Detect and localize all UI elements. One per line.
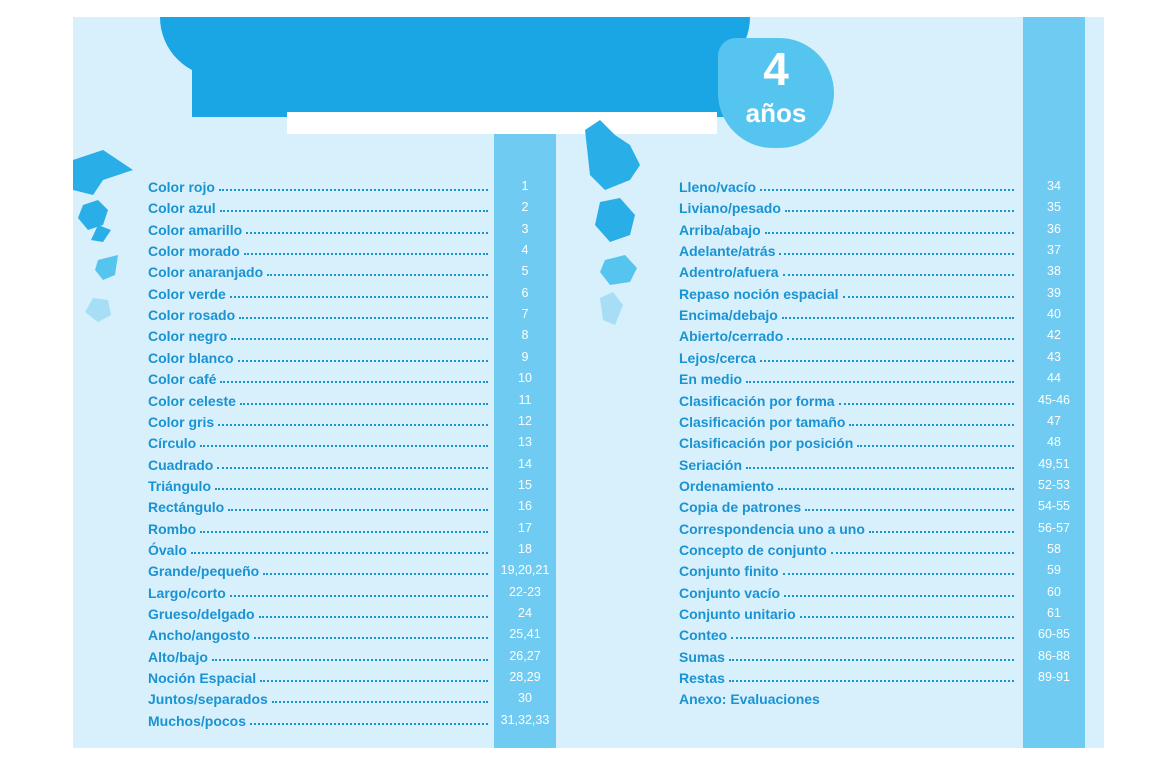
index-entry-label: Lleno/vacío bbox=[679, 179, 757, 195]
index-entry-page-number: 60-85 bbox=[1038, 627, 1070, 642]
index-entry bbox=[148, 389, 492, 409]
index-entry-label: Color celeste bbox=[148, 392, 236, 409]
dot-leader bbox=[746, 467, 1014, 469]
dot-leader bbox=[231, 338, 488, 340]
index-entry bbox=[148, 282, 492, 302]
dot-leader bbox=[783, 274, 1014, 276]
age-number: 4 bbox=[763, 43, 789, 95]
dot-leader bbox=[246, 232, 488, 234]
index-entry-page-number: 47 bbox=[1047, 413, 1061, 428]
index-entry bbox=[679, 602, 1018, 622]
index-entry-page-number: 44 bbox=[1047, 371, 1061, 386]
index-entry-page-number: 39 bbox=[1047, 285, 1061, 300]
dot-leader bbox=[260, 680, 488, 682]
decorative-stars-left-icon bbox=[73, 150, 143, 330]
dot-leader bbox=[259, 616, 488, 618]
index-entry-page-number: 89-91 bbox=[1038, 670, 1070, 685]
decorative-stars-center-icon bbox=[585, 120, 655, 335]
index-entry-label: Lejos/cerca bbox=[679, 349, 757, 366]
index-entry-page-number: 25,41 bbox=[509, 627, 541, 642]
index-entry bbox=[148, 260, 492, 280]
index-entry-label: Clasificación por posición bbox=[679, 435, 854, 452]
index-entry bbox=[148, 581, 492, 601]
dot-leader bbox=[765, 232, 1014, 234]
index-entry bbox=[148, 474, 492, 494]
index-entry bbox=[679, 666, 1018, 686]
index-entry-page-number: 3 bbox=[521, 221, 529, 236]
index-entry-page-number: 15 bbox=[518, 477, 532, 492]
index-entry bbox=[679, 623, 1018, 643]
dot-leader bbox=[267, 274, 488, 276]
dot-leader bbox=[849, 424, 1014, 426]
index-entry-label: Clasificación por forma bbox=[679, 392, 835, 409]
index-entry bbox=[148, 239, 492, 259]
index-entry bbox=[679, 474, 1018, 494]
dot-leader bbox=[779, 253, 1014, 255]
title-banner bbox=[192, 17, 732, 117]
index-entry-label: Color café bbox=[148, 371, 217, 388]
dot-leader bbox=[729, 659, 1014, 661]
index-entry bbox=[679, 239, 1018, 259]
dot-leader bbox=[831, 552, 1014, 554]
dot-leader bbox=[731, 637, 1014, 639]
dot-leader bbox=[760, 360, 1014, 362]
index-entry-page-number: 35 bbox=[1047, 200, 1061, 215]
index-entry-page-number: 37 bbox=[1047, 243, 1061, 258]
dot-leader bbox=[239, 317, 488, 319]
dot-leader bbox=[787, 338, 1014, 340]
index-entry-label: Conteo bbox=[679, 627, 728, 644]
index-entry bbox=[679, 645, 1018, 665]
index-entry-label: Arriba/abajo bbox=[679, 221, 761, 238]
dot-leader bbox=[263, 573, 488, 575]
index-entry-label: Liviano/pesado bbox=[679, 200, 781, 217]
index-entry bbox=[148, 410, 492, 430]
age-word: años bbox=[745, 98, 807, 128]
index-entry-page-number: 7 bbox=[521, 307, 529, 322]
dot-leader bbox=[839, 403, 1014, 405]
index-entry bbox=[148, 517, 492, 537]
index-entry-label: Adentro/afuera bbox=[679, 264, 779, 281]
index-entry-label: Color gris bbox=[148, 413, 215, 430]
index-entry-page-number: 4 bbox=[521, 243, 529, 258]
index-entry-label: Color rojo bbox=[148, 179, 215, 195]
dot-leader bbox=[212, 659, 488, 661]
dot-leader bbox=[220, 210, 488, 212]
index-entry bbox=[679, 581, 1018, 601]
index-entry-page-number: 17 bbox=[518, 520, 532, 535]
index-entry-page-number: 56-57 bbox=[1038, 520, 1070, 535]
dot-leader bbox=[784, 595, 1014, 597]
index-entry-label: Copia de patrones bbox=[679, 499, 802, 516]
index-entry bbox=[148, 346, 492, 366]
index-entry-label: Juntos/separados bbox=[148, 691, 268, 708]
dot-leader bbox=[782, 317, 1014, 319]
dot-leader bbox=[200, 445, 488, 447]
index-entry-label: Color anaranjado bbox=[148, 264, 264, 281]
index-entry-label: Ordenamiento bbox=[679, 477, 774, 494]
index-entry-page-number: 6 bbox=[521, 285, 529, 300]
index-entry-page-number: 52-53 bbox=[1038, 477, 1070, 492]
index-entry bbox=[148, 645, 492, 665]
index-entry bbox=[679, 196, 1018, 216]
index-entry-page-number: 28,29 bbox=[509, 670, 541, 685]
index-entry-label: Color blanco bbox=[148, 349, 234, 366]
dot-leader bbox=[244, 253, 488, 255]
dot-leader bbox=[191, 552, 488, 554]
index-entry-label: Sumas bbox=[679, 648, 725, 665]
index-entry bbox=[148, 324, 492, 344]
dot-leader bbox=[272, 701, 488, 703]
index-entry-label: Círculo bbox=[148, 435, 197, 452]
index-entry-label: Color rosado bbox=[148, 307, 236, 324]
index-entry bbox=[148, 538, 492, 558]
index-entry bbox=[679, 517, 1018, 537]
dot-leader bbox=[220, 381, 488, 383]
index-entry-label: Color verde bbox=[148, 285, 226, 302]
index-entry-page-number: 42 bbox=[1047, 328, 1061, 343]
index-entry bbox=[679, 538, 1018, 558]
index-entry-label: Grande/pequeño bbox=[148, 563, 260, 580]
dot-leader bbox=[869, 531, 1014, 533]
index-entry bbox=[679, 346, 1018, 366]
index-entry-label: Rombo bbox=[148, 520, 197, 537]
dot-leader bbox=[250, 723, 488, 725]
index-entry-page-number: 60 bbox=[1047, 584, 1061, 599]
index-entry bbox=[148, 495, 492, 515]
index-entry bbox=[148, 559, 492, 579]
index-entry-label: Conjunto vacío bbox=[679, 584, 781, 601]
index-entry-label: Rectángulo bbox=[148, 499, 225, 516]
index-entry bbox=[148, 367, 492, 387]
index-entry-page-number: 13 bbox=[518, 435, 532, 450]
index-entry bbox=[148, 709, 492, 729]
index-entry-label: Cuadrado bbox=[148, 456, 214, 473]
index-entry-page-number: 40 bbox=[1047, 307, 1061, 322]
dot-leader bbox=[217, 467, 488, 469]
index-entry bbox=[679, 367, 1018, 387]
index-entry-label: Conjunto finito bbox=[679, 563, 779, 580]
index-entry-page-number: 49,51 bbox=[1038, 456, 1070, 471]
index-entry bbox=[679, 410, 1018, 430]
index-entry-label: Restas bbox=[679, 670, 725, 687]
index-entry bbox=[679, 389, 1018, 409]
index-entry-label: Muchos/pocos bbox=[148, 712, 247, 729]
index-entry-page-number: 14 bbox=[518, 456, 532, 471]
index-entry-label: Encima/debajo bbox=[679, 307, 778, 324]
index-entry-page-number: 18 bbox=[518, 541, 532, 556]
index-entry-label: Color negro bbox=[148, 328, 228, 345]
index-entry-label: Noción Espacial bbox=[148, 670, 257, 687]
index-entry-page-number: 9 bbox=[521, 349, 529, 364]
index-entry-label: Clasificación por tamaño bbox=[679, 413, 846, 430]
index-entry bbox=[679, 431, 1018, 451]
index-entry-label: En medio bbox=[679, 371, 743, 388]
index-entry bbox=[148, 602, 492, 622]
index-entry-page-number: 58 bbox=[1047, 541, 1061, 556]
index-entry-page-number: 1 bbox=[521, 179, 529, 193]
index-entry-page-number: 86-88 bbox=[1038, 648, 1070, 663]
index-entry-page-number: 12 bbox=[518, 413, 532, 428]
index-entry-label: Concepto de conjunto bbox=[679, 541, 827, 558]
index-entry-label: Color azul bbox=[148, 200, 216, 217]
dot-leader bbox=[254, 637, 488, 639]
dot-leader bbox=[857, 445, 1014, 447]
index-entry-page-number: 36 bbox=[1047, 221, 1061, 236]
index-entry bbox=[148, 623, 492, 643]
index-entry-label: Correspondencia uno a uno bbox=[679, 520, 865, 537]
index-entry-label: Seriación bbox=[679, 456, 743, 473]
index-entry-page-number: 24 bbox=[518, 606, 532, 620]
index-entry bbox=[148, 431, 492, 451]
dot-leader bbox=[805, 509, 1014, 511]
index-entry bbox=[679, 324, 1018, 344]
index-entry bbox=[679, 303, 1018, 323]
index-entry-label: Color morado bbox=[148, 243, 240, 260]
index-entry-label: Conjunto unitario bbox=[679, 606, 796, 622]
dot-leader bbox=[800, 616, 1014, 618]
index-entry bbox=[679, 559, 1018, 579]
index-entry-label: Triángulo bbox=[148, 477, 211, 494]
dot-leader bbox=[218, 424, 488, 426]
dot-leader bbox=[215, 488, 488, 490]
index-entry-page-number: 43 bbox=[1047, 349, 1061, 364]
index-entry-page-number: 59 bbox=[1047, 563, 1061, 578]
dot-leader bbox=[219, 189, 488, 191]
index-entry-page-number: 61 bbox=[1047, 606, 1061, 620]
index-entry bbox=[679, 453, 1018, 473]
dot-leader bbox=[200, 531, 488, 533]
index-entry-page-number: 19,20,21 bbox=[500, 563, 550, 578]
index-entry bbox=[679, 218, 1018, 238]
index-entry-label: Anexo: Evaluaciones bbox=[679, 691, 820, 708]
index-entry-label: Adelante/atrás bbox=[679, 243, 776, 260]
index-entry-label: Color amarillo bbox=[148, 221, 243, 238]
index-entry-label: Óvalo bbox=[148, 541, 187, 558]
index-entry bbox=[148, 218, 492, 238]
index-entry bbox=[148, 687, 492, 707]
index-entry-label: Alto/bajo bbox=[148, 648, 208, 665]
dot-leader bbox=[230, 296, 488, 298]
index-entry-page-number: 26,27 bbox=[509, 648, 541, 663]
index-entry-page-number: 45-46 bbox=[1038, 392, 1070, 407]
dot-leader bbox=[228, 509, 488, 511]
index-entry-page-number: 30 bbox=[518, 691, 532, 706]
index-entry bbox=[679, 175, 1018, 195]
dot-leader bbox=[785, 210, 1014, 212]
index-entry-page-number: 54-55 bbox=[1038, 499, 1070, 514]
index-entry-page-number: 34 bbox=[1047, 179, 1061, 193]
index-entry-page-number: 8 bbox=[521, 328, 529, 343]
index-entry bbox=[679, 260, 1018, 280]
index-entry-label: Abierto/cerrado bbox=[679, 328, 784, 345]
dot-leader bbox=[783, 573, 1014, 575]
dot-leader bbox=[729, 680, 1014, 682]
index-entry bbox=[148, 453, 492, 473]
dot-leader bbox=[778, 488, 1014, 490]
index-entry bbox=[148, 196, 492, 216]
index-entry bbox=[148, 666, 492, 686]
index-entry-page-number: 31,32,33 bbox=[500, 712, 550, 727]
dot-leader bbox=[240, 403, 488, 405]
index-entry-page-number: 5 bbox=[521, 264, 529, 279]
index-entry-page-number bbox=[1023, 688, 1085, 708]
index-entry bbox=[148, 303, 492, 323]
index-entry bbox=[679, 282, 1018, 302]
index-entry-label: Repaso noción espacial bbox=[679, 285, 839, 302]
dot-leader bbox=[760, 189, 1014, 191]
index-entry bbox=[148, 175, 492, 195]
index-entry bbox=[679, 687, 1018, 707]
index-entry-label: Grueso/delgado bbox=[148, 606, 255, 622]
index-entry-page-number: 11 bbox=[518, 392, 532, 407]
dot-leader bbox=[230, 595, 488, 597]
index-entry-page-number: 10 bbox=[518, 371, 532, 386]
age-badge bbox=[718, 38, 834, 148]
index-entry-page-number: 38 bbox=[1047, 264, 1061, 279]
index-entry-label: Largo/corto bbox=[148, 584, 226, 601]
index-entry-page-number: 22-23 bbox=[509, 584, 541, 599]
index-entry-label: Ancho/angosto bbox=[148, 627, 250, 644]
dot-leader bbox=[843, 296, 1015, 298]
index-entry bbox=[679, 495, 1018, 515]
dot-leader bbox=[746, 381, 1014, 383]
dot-leader bbox=[238, 360, 488, 362]
index-entry-page-number: 2 bbox=[521, 200, 529, 215]
index-entry-page-number: 16 bbox=[518, 499, 532, 514]
index-entry-page-number: 48 bbox=[1047, 435, 1061, 450]
